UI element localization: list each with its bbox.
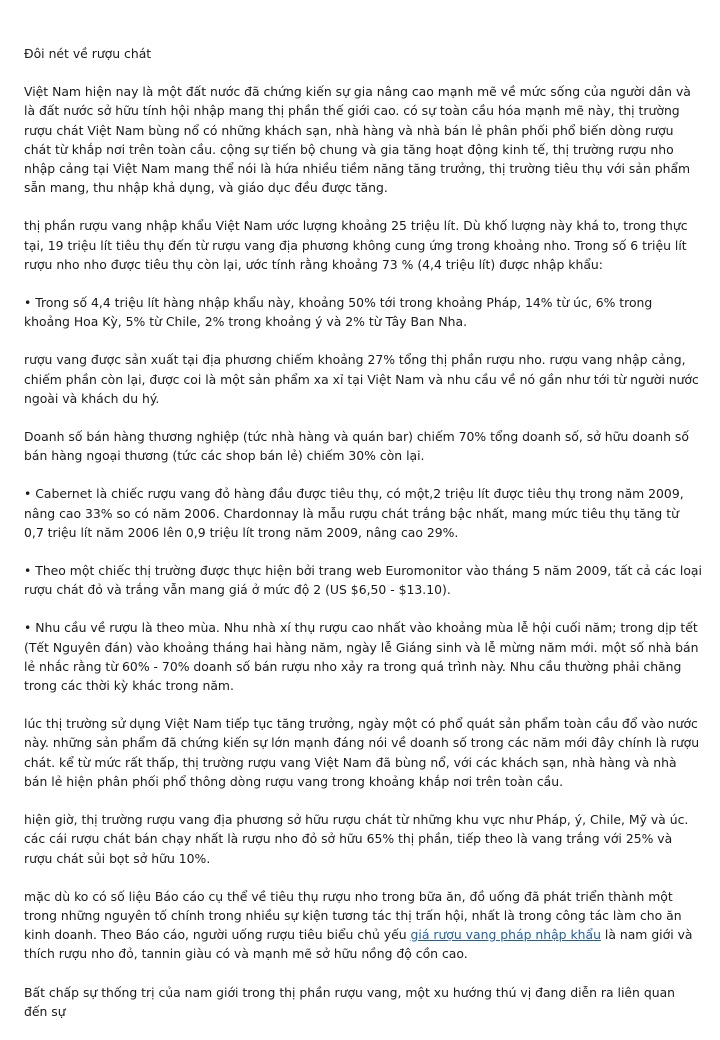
paragraph-consumers-text-after: là nam giới và thích rượu nho đỏ, tannin giàu có và mạnh mẽ sở hữu nồng độ cồn cao. bbox=[24, 927, 693, 962]
paragraph-euromonitor: • Theo một chiếc thị trường được thực hiện bởi trang web Euromonitor vào tháng 5 năm 2009, tất cả các loại rượu chát đỏ và trắng vẫn mang giá ở mức độ 2 (US $6,50 - $13.10). bbox=[24, 563, 702, 598]
document-body bbox=[24, 44, 702, 1040]
paragraph-sales-channels: Doanh số bán hàng thương nghiệp (tức nhà hàng và quán bar) chiếm 70% tổng doanh số, sở hữu doanh số bán hàng ngoại thương (tức các shop bán lẻ) chiếm 30% còn lại. bbox=[24, 429, 689, 464]
wine-import-link[interactable]: giá rượu vang pháp nhập khẩu bbox=[410, 927, 601, 943]
paragraph-consumers-text-before: mặc dù ko có số liệu Báo cáo cụ thể về tiêu thụ rượu nho trong bữa ăn, đồ uống đã phát triển thành một trong những nguyên tố chính trong nhiều sự kiện tương tác thị trấn hội, nhất là trong công tác làm cho ăn kinh doanh. Theo Báo cáo, người uống rượu tiêu biểu chủ yếu bbox=[24, 888, 682, 943]
paragraph-seasonality: • Nhu cầu về rượu là theo mùa. Nhu nhà xí thụ rượu cao nhất vào khoảng mùa lễ hội cuối năm; trong dịp tết (Tết Nguyên đán) vào khoảng tháng hai hàng năm, ngày lễ Giáng sinh và lễ mừng năm mới. một số nhà bán lẻ nhắc rằng từ 60% - 70% doanh số bán rượu nho xảy ra trong quá trình này. Nhu cầu thường phải chăng trong các thời kỳ khác trong năm. bbox=[24, 620, 699, 694]
paragraph-market-share: hiện giờ, thị trường rượu vang địa phương sở hữu rượu chát từ những khu vực như Pháp, ý, Chile, Mỹ và úc. các cái rượu chát bán chạy nhất là rượu nho đỏ sở hữu 65% thị phần, tiếp theo là vang trắng với 25% và rượu chát sủi bọt sở hữu 10%. bbox=[24, 812, 689, 866]
paragraph-consumers bbox=[24, 887, 702, 964]
paragraph-import-origins: • Trong số 4,4 triệu lít hàng nhập khẩu này, khoảng 50% tới trong khoảng Pháp, 14% từ úc, 6% trong khoảng Hoa Kỳ, 5% từ Chile, 2% trong khoảng ý và 2% từ Tây Ban Nha. bbox=[24, 295, 653, 330]
paragraph-trend: Bất chấp sự thống trị của nam giới trong thị phần rượu vang, một xu hướng thú vị đang diễn ra liên quan đến sự bbox=[24, 984, 676, 1019]
document-title: Đôi nét về rượu chát bbox=[24, 46, 152, 61]
paragraph-cabernet-chardonnay: • Cabernet là chiếc rượu vang đỏ hàng đầu được tiêu thụ, có một,2 triệu lít được tiêu thụ trong năm 2009, nâng cao 33% so có năm 2006. Chardonnay là mẫu rượu chát trắng bậc nhất, mang mức tiêu thụ tăng từ 0,7 triệu lít năm 2006 lên 0,9 triệu lít trong năm 2009, nâng cao 29%. bbox=[24, 486, 684, 540]
paragraph-local-production: rượu vang được sản xuất tại địa phương chiếm khoảng 27% tổng thị phần rượu nho. rượu vang nhập cảng, chiếm phần còn lại, được coi là một sản phẩm xa xỉ tại Việt Nam và nhu cầu về nó gần như tới từ người nước ngoài và khách du hý. bbox=[24, 352, 699, 406]
paragraph-intro: Việt Nam hiện nay là một đất nước đã chứng kiến sự gia nâng cao mạnh mẽ về mức sống của người dân và là đất nước sở hữu tính hội nhập mang thị phần thế giới cao. có sự toàn cầu hóa mạnh mẽ này, thị trường rượu chát Việt Nam bùng nổ có những khách sạn, nhà hàng và nhà bán lẻ phân phối phổ biến dòng rượu chát từ khắp nơi trên toàn cầu. cộng sự tiến bộ chung và gia tăng hoạt động kinh tế, thị trường rượu nho nhập cảng tại Việt Nam mang thể nói là hứa nhiều tiềm năng tăng trưởng, thị trường tiêu thụ với sản phẩm sẵn mang, thu nhập khả dụng, và giáo dục đều được tăng. bbox=[24, 84, 691, 196]
paragraph-market-growth: lúc thị trường sử dụng Việt Nam tiếp tục tăng trưởng, ngày một có phổ quát sản phẩm toàn cầu đổ vào nước này. những sản phẩm đã chứng kiến sự lớn mạnh đáng nói về doanh số trong các năm mới đây chính là rượu chát. kể từ mức rất thấp, thị trường rượu vang Việt Nam đã bùng nổ, với các khách sạn, nhà hàng và nhà bán lẻ hiện phân phối phổ thông dòng rượu vang trong khoảng khắp nơi trên toàn cầu. bbox=[24, 716, 700, 789]
paragraph-market-size: thị phần rượu vang nhập khẩu Việt Nam ước lượng khoảng 25 triệu lít. Dù khố lượng này khá to, trong thực tại, 19 triệu lít tiêu thụ đến từ rượu vang địa phương không cung ứng trong khoảng nho. Trong số 6 triệu lít rượu nho nho được tiêu thụ còn lại, ước tính rằng khoảng 73 % (4,4 triệu lít) được nhập khẩu: bbox=[24, 218, 688, 272]
